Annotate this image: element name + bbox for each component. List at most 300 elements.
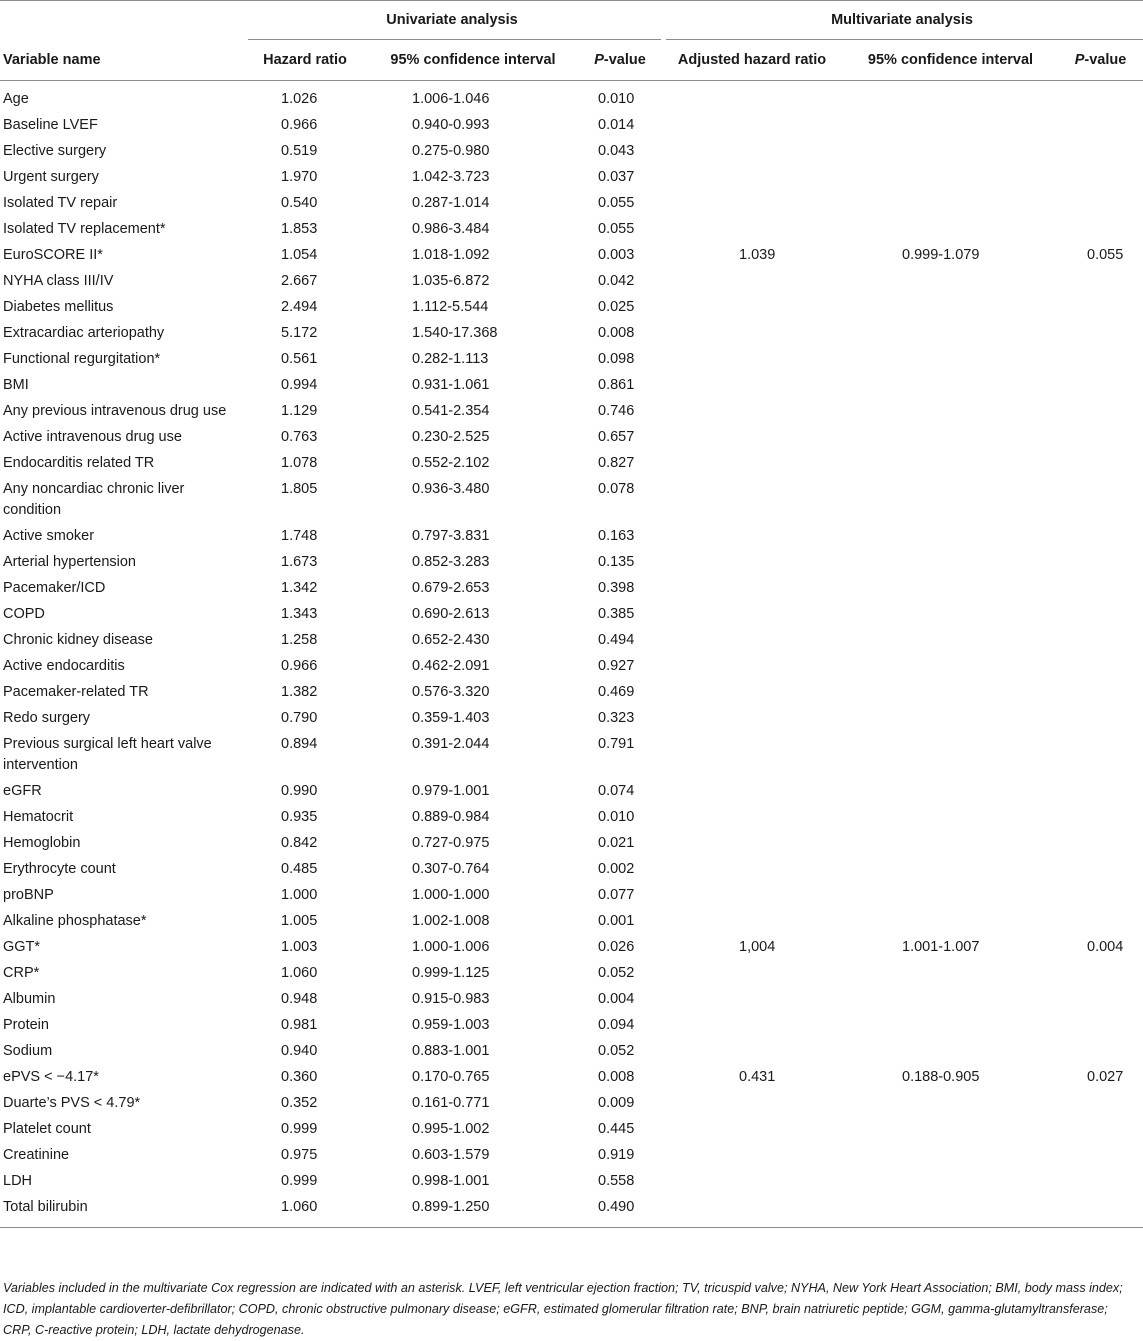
table-row: [0, 425, 1143, 451]
table-row: [0, 269, 1143, 295]
row-p-value: 0.746: [598, 403, 635, 419]
row-confidence-interval: 0.462-2.091: [412, 658, 490, 674]
p-italic: P: [594, 52, 604, 68]
row-confidence-interval: 1.002-1.008: [412, 913, 490, 929]
row-hazard-ratio: 0.966: [281, 658, 318, 674]
row-p-value: 0.004: [598, 991, 635, 1007]
row-adjusted-p-value: [1058, 269, 1143, 295]
row-variable-name: GGT*: [3, 939, 41, 955]
row-variable-name: Arterial hypertension: [3, 554, 136, 570]
row-variable-name: Isolated TV replacement*: [3, 221, 166, 237]
row-adjusted-confidence-interval: [843, 451, 1058, 477]
row-p-value: 0.009: [598, 1095, 635, 1111]
row-adjusted-hazard-ratio: [661, 295, 843, 321]
table-row: [0, 165, 1143, 191]
row-adjusted-p-value: [1058, 1169, 1143, 1195]
row-adjusted-hazard-ratio: [661, 347, 843, 373]
row-variable-name: Active endocarditis: [3, 658, 125, 674]
group-header-blank: [0, 0, 243, 40]
row-adjusted-confidence-interval: [843, 477, 1058, 524]
row-adjusted-p-value: [1058, 113, 1143, 139]
row-variable-name: Erythrocyte count: [3, 861, 116, 877]
row-variable-name: ePVS < −4.17*: [3, 1069, 99, 1085]
row-hazard-ratio: 0.990: [281, 783, 318, 799]
row-variable-name: LDH: [3, 1173, 33, 1189]
row-p-value: 0.010: [598, 809, 635, 825]
row-p-value: 0.094: [598, 1017, 635, 1033]
row-p-value: 0.002: [598, 861, 635, 877]
table-row: [0, 1013, 1143, 1039]
row-confidence-interval: 0.576-3.320: [412, 684, 490, 700]
row-adjusted-p-value: [1058, 477, 1143, 524]
row-p-value: 0.043: [598, 143, 635, 159]
table-row: [0, 81, 1143, 114]
row-variable-name: Any noncardiac chronic liver condition: [3, 481, 185, 518]
row-confidence-interval: 1.006-1.046: [412, 91, 490, 107]
table-row: [0, 243, 1143, 269]
col-header-variable: Variable name: [0, 40, 243, 81]
row-adjusted-confidence-interval: [843, 165, 1058, 191]
row-adjusted-confidence-interval: [843, 550, 1058, 576]
row-variable-name: Pacemaker/ICD: [3, 580, 106, 596]
row-adjusted-confidence-interval: [843, 191, 1058, 217]
table-row: [0, 935, 1143, 961]
row-adjusted-p-value: [1058, 425, 1143, 451]
row-adjusted-p-value: [1058, 217, 1143, 243]
row-hazard-ratio: 0.352: [281, 1095, 318, 1111]
row-adjusted-hazard-ratio: [661, 269, 843, 295]
row-adjusted-confidence-interval: [843, 706, 1058, 732]
table-row: [0, 451, 1143, 477]
row-adjusted-confidence-interval: [843, 1143, 1058, 1169]
row-adjusted-confidence-interval: [843, 269, 1058, 295]
row-adjusted-hazard-ratio: [661, 399, 843, 425]
table-row: [0, 477, 1143, 524]
row-hazard-ratio: 0.999: [281, 1121, 318, 1137]
col-header-confidence-interval: 95% confidence interval: [367, 40, 579, 81]
row-adjusted-confidence-interval: [843, 425, 1058, 451]
table-row: [0, 113, 1143, 139]
row-variable-name: Extracardiac arteriopathy: [3, 325, 165, 341]
row-adjusted-p-value: [1058, 373, 1143, 399]
row-confidence-interval: 0.986-3.484: [412, 221, 490, 237]
row-confidence-interval: 0.959-1.003: [412, 1017, 490, 1033]
row-p-value: 0.135: [598, 554, 635, 570]
row-p-value: 0.398: [598, 580, 635, 596]
row-adjusted-p-value: [1058, 1091, 1143, 1117]
row-adjusted-p-value: [1058, 883, 1143, 909]
table-row: [0, 399, 1143, 425]
row-adjusted-hazard-ratio: [661, 165, 843, 191]
col-header-p-value: [579, 40, 661, 81]
row-hazard-ratio: 1.970: [281, 169, 318, 185]
row-confidence-interval: 0.652-2.430: [412, 632, 490, 648]
row-variable-name: Creatinine: [3, 1147, 70, 1163]
row-adjusted-confidence-interval: [843, 680, 1058, 706]
row-confidence-interval: 1.018-1.092: [412, 247, 490, 263]
row-adjusted-confidence-interval: [843, 1195, 1058, 1228]
row-p-value: 0.445: [598, 1121, 635, 1137]
row-p-value: 0.163: [598, 528, 635, 544]
row-adjusted-confidence-interval: 0.999-1.079: [902, 247, 980, 263]
row-adjusted-p-value: [1058, 1143, 1143, 1169]
row-confidence-interval: 1.035-6.872: [412, 273, 490, 289]
row-confidence-interval: 0.679-2.653: [412, 580, 490, 596]
row-adjusted-confidence-interval: [843, 654, 1058, 680]
row-adjusted-confidence-interval: [843, 217, 1058, 243]
row-confidence-interval: 1.000-1.000: [412, 887, 490, 903]
row-adjusted-p-value: [1058, 576, 1143, 602]
row-adjusted-confidence-interval: [843, 805, 1058, 831]
table-row: [0, 883, 1143, 909]
row-hazard-ratio: 1.026: [281, 91, 318, 107]
row-adjusted-p-value: [1058, 1117, 1143, 1143]
row-p-value: 0.490: [579, 1195, 661, 1228]
row-hazard-ratio: 0.975: [281, 1147, 318, 1163]
row-adjusted-hazard-ratio: [661, 961, 843, 987]
row-confidence-interval: 0.931-1.061: [412, 377, 490, 393]
row-variable-name: Platelet count: [3, 1121, 91, 1137]
row-adjusted-p-value: [1058, 680, 1143, 706]
row-confidence-interval: 0.797-3.831: [412, 528, 490, 544]
row-adjusted-hazard-ratio: [661, 883, 843, 909]
row-hazard-ratio: 0.540: [281, 195, 318, 211]
row-adjusted-hazard-ratio: [661, 831, 843, 857]
row-adjusted-hazard-ratio: [661, 909, 843, 935]
row-hazard-ratio: 0.485: [281, 861, 318, 877]
row-adjusted-p-value: [1058, 732, 1143, 779]
row-p-value: 0.025: [598, 299, 635, 315]
row-adjusted-p-value: 0.004: [1087, 939, 1124, 955]
row-confidence-interval: 0.936-3.480: [412, 481, 490, 497]
row-adjusted-p-value: [1058, 81, 1143, 114]
row-hazard-ratio: 1.060: [281, 965, 318, 981]
row-variable-name: COPD: [3, 606, 45, 622]
group-header-multivariate: Multivariate analysis: [661, 0, 1143, 40]
row-adjusted-confidence-interval: [843, 1091, 1058, 1117]
row-adjusted-p-value: [1058, 961, 1143, 987]
row-confidence-interval: 0.282-1.113: [412, 351, 489, 367]
row-variable-name: Duarte’s PVS < 4.79*: [3, 1095, 141, 1111]
row-p-value: 0.037: [598, 169, 635, 185]
row-p-value: 0.827: [598, 455, 635, 471]
table-row: [0, 1091, 1143, 1117]
row-adjusted-confidence-interval: [843, 961, 1058, 987]
row-hazard-ratio: 1.003: [281, 939, 318, 955]
row-adjusted-p-value: [1058, 654, 1143, 680]
row-confidence-interval: 1.540-17.368: [412, 325, 498, 341]
table-row: [0, 1117, 1143, 1143]
row-adjusted-hazard-ratio: [661, 706, 843, 732]
row-adjusted-hazard-ratio: [661, 1195, 843, 1228]
row-hazard-ratio: 1.382: [281, 684, 318, 700]
table-row: [0, 1039, 1143, 1065]
row-confidence-interval: 0.552-2.102: [412, 455, 490, 471]
row-variable-name: Previous surgical left heart valve intervention: [3, 736, 212, 773]
row-confidence-interval: 0.391-2.044: [412, 736, 490, 752]
row-hazard-ratio: 2.667: [281, 273, 318, 289]
row-p-value: 0.008: [598, 325, 635, 341]
row-p-value: 0.077: [598, 887, 635, 903]
table-row: [0, 680, 1143, 706]
row-adjusted-hazard-ratio: [661, 805, 843, 831]
table-footnote: Variables included in the multivariate Cox regression are indicated with an asterisk. LVEF, left ventricular ejection fraction; TV, tricuspid valve; NYHA, New York Heart Association; BMI, body mass index; ICD, implantable cardioverter-defibrillator; COPD, chronic obstructive pulmonary disease; eGFR, estimated glomerular filtration rate; BNP, brain natriuretic peptide; GGM, gamma-glutamyltransferase; CRP, C-reactive protein; LDH, lactate dehydrogenase.: [3, 1281, 1123, 1337]
row-variable-name: Hemoglobin: [3, 835, 81, 851]
row-hazard-ratio: 1.805: [281, 481, 318, 497]
row-adjusted-confidence-interval: [843, 831, 1058, 857]
row-hazard-ratio: 1.129: [281, 403, 318, 419]
row-hazard-ratio: 0.519: [281, 143, 318, 159]
row-adjusted-hazard-ratio: [661, 425, 843, 451]
row-confidence-interval: 0.883-1.001: [412, 1043, 490, 1059]
row-adjusted-p-value: [1058, 909, 1143, 935]
row-adjusted-confidence-interval: [843, 295, 1058, 321]
row-p-value: 0.469: [598, 684, 635, 700]
row-p-value: 0.008: [598, 1069, 635, 1085]
row-confidence-interval: 0.690-2.613: [412, 606, 490, 622]
row-hazard-ratio: 1.343: [281, 606, 318, 622]
table-row: [0, 628, 1143, 654]
col-header-hazard-ratio: Hazard ratio: [243, 40, 367, 81]
row-adjusted-p-value: [1058, 295, 1143, 321]
row-adjusted-hazard-ratio: [661, 1143, 843, 1169]
row-confidence-interval: 0.161-0.771: [412, 1095, 490, 1111]
row-p-value: 0.078: [598, 481, 635, 497]
row-hazard-ratio: 0.842: [281, 835, 318, 851]
row-confidence-interval: 0.603-1.579: [412, 1147, 490, 1163]
row-adjusted-hazard-ratio: 1.039: [739, 247, 776, 263]
row-variable-name: Functional regurgitation*: [3, 351, 161, 367]
table-row: [0, 1143, 1143, 1169]
row-adjusted-p-value: [1058, 139, 1143, 165]
row-variable-name: Any previous intravenous drug use: [3, 403, 227, 419]
row-p-value: 0.026: [598, 939, 635, 955]
row-adjusted-p-value: [1058, 451, 1143, 477]
row-confidence-interval: 0.170-0.765: [412, 1069, 490, 1085]
row-confidence-interval: 0.940-0.993: [412, 117, 490, 133]
row-confidence-interval: 0.359-1.403: [412, 710, 490, 726]
row-variable-name: CRP*: [3, 965, 40, 981]
row-adjusted-confidence-interval: [843, 987, 1058, 1013]
row-p-value: 0.021: [598, 835, 635, 851]
row-variable-name: Active smoker: [3, 528, 95, 544]
row-p-value: 0.001: [598, 913, 635, 929]
row-confidence-interval: 0.287-1.014: [412, 195, 490, 211]
group-header-row: [0, 0, 1143, 40]
row-hazard-ratio: 1.673: [281, 554, 318, 570]
adj-p-rest: -value: [1084, 52, 1127, 68]
table-row: [0, 1169, 1143, 1195]
row-p-value: 0.003: [598, 247, 635, 263]
row-p-value: 0.494: [598, 632, 635, 648]
row-confidence-interval: 0.915-0.983: [412, 991, 490, 1007]
row-p-value: 0.323: [598, 710, 635, 726]
table-row: [0, 805, 1143, 831]
row-p-value: 0.657: [598, 429, 635, 445]
row-confidence-interval: 0.852-3.283: [412, 554, 490, 570]
row-adjusted-confidence-interval: [843, 732, 1058, 779]
row-hazard-ratio: 0.935: [281, 809, 318, 825]
row-p-value: 0.927: [598, 658, 635, 674]
table-row: [0, 602, 1143, 628]
row-adjusted-p-value: [1058, 321, 1143, 347]
row-adjusted-p-value: [1058, 165, 1143, 191]
row-adjusted-confidence-interval: [843, 1169, 1058, 1195]
row-variable-name: Urgent surgery: [3, 169, 99, 185]
row-adjusted-p-value: [1058, 347, 1143, 373]
col-header-adjusted-p-value: [1058, 40, 1143, 81]
row-p-value: 0.010: [598, 91, 635, 107]
col-header-adjusted-hazard-ratio: Adjusted hazard ratio: [661, 40, 843, 81]
row-adjusted-hazard-ratio: 0.431: [739, 1069, 776, 1085]
row-hazard-ratio: 0.994: [281, 377, 318, 393]
row-adjusted-hazard-ratio: [661, 321, 843, 347]
row-adjusted-p-value: [1058, 628, 1143, 654]
row-adjusted-hazard-ratio: [661, 524, 843, 550]
row-adjusted-hazard-ratio: [661, 732, 843, 779]
p-rest: -value: [603, 52, 646, 68]
group-header-univariate: Univariate analysis: [243, 0, 661, 40]
row-hazard-ratio: 0.894: [281, 736, 318, 752]
row-variable-name: Hematocrit: [3, 809, 74, 825]
row-p-value: 0.791: [598, 736, 635, 752]
row-adjusted-confidence-interval: [843, 347, 1058, 373]
row-adjusted-p-value: 0.055: [1087, 247, 1124, 263]
row-confidence-interval: 0.999-1.125: [412, 965, 490, 981]
row-p-value: 0.074: [598, 783, 635, 799]
row-adjusted-hazard-ratio: [661, 217, 843, 243]
row-confidence-interval: 0.889-0.984: [412, 809, 490, 825]
row-hazard-ratio: 1.000: [281, 887, 318, 903]
table-row: [0, 987, 1143, 1013]
row-confidence-interval: 0.727-0.975: [412, 835, 490, 851]
col-header-adjusted-confidence-interval: 95% confidence interval: [843, 40, 1058, 81]
table-row: [0, 347, 1143, 373]
row-variable-name: Redo surgery: [3, 710, 91, 726]
row-p-value: 0.861: [598, 377, 635, 393]
row-variable-name: BMI: [3, 377, 29, 393]
table-row: [0, 191, 1143, 217]
row-adjusted-confidence-interval: 0.188-0.905: [902, 1069, 980, 1085]
row-adjusted-confidence-interval: [843, 576, 1058, 602]
row-hazard-ratio: 0.763: [281, 429, 318, 445]
row-adjusted-hazard-ratio: [661, 576, 843, 602]
table-row: [0, 1195, 1143, 1228]
row-adjusted-confidence-interval: [843, 81, 1058, 114]
table-row: [0, 706, 1143, 732]
row-adjusted-hazard-ratio: [661, 550, 843, 576]
row-p-value: 0.385: [598, 606, 635, 622]
row-adjusted-confidence-interval: [843, 1039, 1058, 1065]
row-p-value: 0.042: [598, 273, 635, 289]
row-adjusted-hazard-ratio: [661, 1013, 843, 1039]
row-adjusted-hazard-ratio: [661, 628, 843, 654]
row-confidence-interval: 1.000-1.006: [412, 939, 490, 955]
row-variable-name: Alkaline phosphatase*: [3, 913, 147, 929]
row-variable-name: Diabetes mellitus: [3, 299, 114, 315]
row-hazard-ratio: 1.342: [281, 580, 318, 596]
row-adjusted-p-value: [1058, 1039, 1143, 1065]
header-rule-gap-left: [243, 39, 248, 41]
row-adjusted-confidence-interval: [843, 113, 1058, 139]
row-p-value: 0.052: [598, 965, 635, 981]
row-adjusted-hazard-ratio: 1,004: [739, 939, 776, 955]
row-adjusted-hazard-ratio: [661, 1039, 843, 1065]
row-p-value: 0.558: [598, 1173, 635, 1189]
row-adjusted-p-value: [1058, 399, 1143, 425]
row-adjusted-hazard-ratio: [661, 139, 843, 165]
header-rule-gap-mid: [661, 39, 666, 41]
row-variable-name: Elective surgery: [3, 143, 107, 159]
row-hazard-ratio: 5.172: [281, 325, 318, 341]
row-hazard-ratio: 0.561: [281, 351, 318, 367]
row-adjusted-p-value: [1058, 602, 1143, 628]
row-p-value: 0.098: [598, 351, 635, 367]
row-p-value: 0.055: [598, 195, 635, 211]
row-confidence-interval: 0.307-0.764: [412, 861, 490, 877]
row-hazard-ratio: 1.748: [281, 528, 318, 544]
row-p-value: 0.014: [598, 117, 635, 133]
row-adjusted-hazard-ratio: [661, 1169, 843, 1195]
row-confidence-interval: 0.230-2.525: [412, 429, 490, 445]
row-variable-name: Pacemaker-related TR: [3, 684, 149, 700]
row-confidence-interval: 0.998-1.001: [412, 1173, 490, 1189]
row-confidence-interval: 1.112-5.544: [412, 299, 489, 315]
row-adjusted-hazard-ratio: [661, 1117, 843, 1143]
row-adjusted-hazard-ratio: [661, 477, 843, 524]
row-variable-name: EuroSCORE II*: [3, 247, 103, 263]
row-adjusted-confidence-interval: [843, 909, 1058, 935]
row-adjusted-hazard-ratio: [661, 680, 843, 706]
row-confidence-interval: 0.275-0.980: [412, 143, 490, 159]
row-hazard-ratio: 1.054: [281, 247, 318, 263]
row-confidence-interval: 1.042-3.723: [412, 169, 490, 185]
row-adjusted-hazard-ratio: [661, 113, 843, 139]
table-row: [0, 909, 1143, 935]
row-adjusted-hazard-ratio: [661, 451, 843, 477]
row-confidence-interval: 0.541-2.354: [412, 403, 490, 419]
row-variable-name: Protein: [3, 1017, 49, 1033]
row-hazard-ratio: 0.981: [281, 1017, 318, 1033]
row-adjusted-hazard-ratio: [661, 373, 843, 399]
row-hazard-ratio: 0.999: [281, 1173, 318, 1189]
row-variable-name: eGFR: [3, 783, 42, 799]
table-top-rule: [0, 0, 1143, 1]
table-row: [0, 217, 1143, 243]
row-variable-name: Baseline LVEF: [3, 117, 98, 133]
row-hazard-ratio: 0.790: [281, 710, 318, 726]
row-adjusted-hazard-ratio: [661, 191, 843, 217]
row-adjusted-p-value: [1058, 1013, 1143, 1039]
row-adjusted-p-value: [1058, 550, 1143, 576]
row-adjusted-p-value: [1058, 831, 1143, 857]
row-confidence-interval: 0.899-1.250: [367, 1195, 579, 1228]
table-row: [0, 139, 1143, 165]
row-adjusted-hazard-ratio: [661, 779, 843, 805]
row-adjusted-hazard-ratio: [661, 1091, 843, 1117]
row-hazard-ratio: 1.853: [281, 221, 318, 237]
row-p-value: 0.055: [598, 221, 635, 237]
row-variable-name: Active intravenous drug use: [3, 429, 182, 445]
row-adjusted-confidence-interval: [843, 883, 1058, 909]
row-adjusted-hazard-ratio: [661, 857, 843, 883]
row-adjusted-p-value: [1058, 805, 1143, 831]
row-variable-name: Chronic kidney disease: [3, 632, 153, 648]
table-row: [0, 654, 1143, 680]
row-variable-name: NYHA class III/IV: [3, 273, 114, 289]
row-hazard-ratio: 1.005: [281, 913, 318, 929]
row-adjusted-p-value: [1058, 987, 1143, 1013]
